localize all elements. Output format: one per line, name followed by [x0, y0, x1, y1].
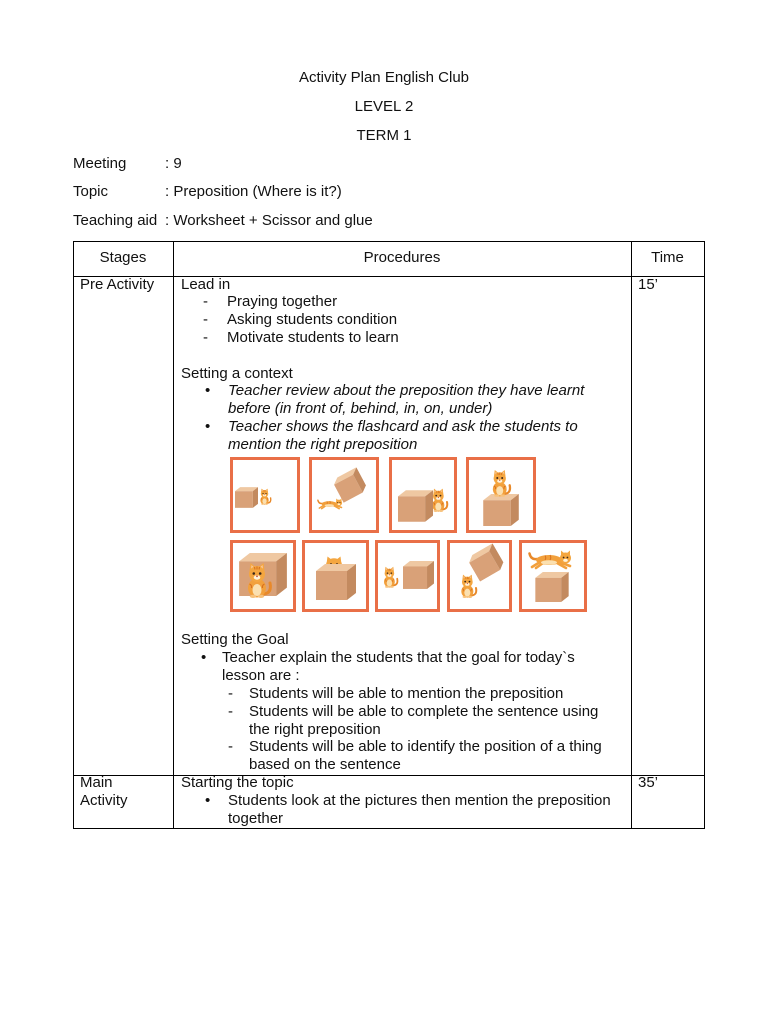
cat-next-to-box-icon: [378, 543, 437, 609]
goal-item: - Students will be able to mention the preposition: [249, 685, 563, 703]
flashcard: [447, 540, 512, 612]
goal-item: - Students will be able to complete the sentence using: [249, 703, 598, 721]
cat-icon: [260, 489, 270, 505]
setting-context-item: • Teacher review about the preposition they have learnt: [228, 382, 584, 400]
row-divider: [73, 775, 705, 776]
setting-goal-intro-continued: lesson are :: [222, 667, 300, 684]
box-icon: [467, 543, 506, 581]
stage-pre-activity: Pre Activity: [80, 276, 155, 293]
flashcard: [375, 540, 440, 612]
lead-in-heading: Lead in: [181, 276, 231, 293]
cat-icon: [318, 498, 342, 508]
level-label: LEVEL 2: [354, 98, 414, 115]
column-divider-stages: [173, 241, 174, 829]
cat-icon: [384, 567, 397, 588]
meeting-value: : 9: [165, 155, 182, 172]
cat-icon: [530, 551, 572, 569]
time-pre-activity: 15’: [638, 276, 659, 293]
teaching-aid-value: : Worksheet + Scissor and glue: [165, 212, 373, 229]
setting-context-item-continued: mention the right preposition: [228, 436, 418, 453]
meeting-label: Meeting: [73, 155, 127, 172]
lead-in-item: - Asking students condition: [227, 311, 397, 329]
setting-context-heading: Setting a context: [181, 365, 293, 382]
cat-under-box-icon: [312, 460, 376, 530]
box-icon: [332, 467, 369, 502]
stage-main-activity: Main: [80, 774, 113, 791]
box-icon: [316, 564, 356, 600]
flashcard: [230, 540, 296, 612]
starting-topic-item-continued: together: [228, 810, 284, 827]
flashcard: [519, 540, 587, 612]
teaching-aid-label: Teaching aid: [73, 212, 158, 229]
goal-item: - Students will be able to identify the position of a thing: [249, 738, 602, 756]
flashcard: [302, 540, 369, 612]
flashcard: [309, 457, 379, 533]
box-icon: [235, 487, 258, 508]
time-main-activity: 35’: [638, 774, 659, 791]
box-icon: [398, 490, 433, 522]
topic-value: : Preposition (Where is it?): [165, 183, 342, 200]
starting-topic-heading: Starting the topic: [181, 774, 294, 791]
setting-goal-intro: • Teacher explain the students that the goal for today`s: [222, 649, 575, 667]
stage-main-activity-continued: Activity: [80, 792, 128, 809]
cat-beside-box-icon: [233, 460, 297, 530]
column-header-stages: Stages: [99, 249, 147, 266]
cat-in-box-icon: [305, 543, 366, 609]
column-header-time: Time: [651, 249, 684, 266]
box-icon: [403, 561, 434, 589]
lead-in-item: - Motivate students to learn: [227, 329, 399, 347]
box-icon: [483, 494, 519, 526]
cat-in-front-of-box-icon: [233, 543, 293, 609]
setting-context-item: • Teacher shows the flashcard and ask the students to: [228, 418, 578, 436]
column-header-procedures: Procedures: [363, 249, 441, 266]
box-icon: [535, 572, 568, 602]
document-title: Activity Plan English Club: [298, 69, 470, 86]
flashcard: [230, 457, 300, 533]
lead-in-item: - Praying together: [227, 293, 337, 311]
flashcard: [466, 457, 536, 533]
term-label: TERM 1: [356, 127, 412, 144]
setting-context-item-continued: before (in front of, behind, in, on, under): [228, 400, 493, 417]
cat-over-box-icon: [522, 543, 584, 609]
cat-icon: [461, 575, 476, 598]
setting-goal-heading: Setting the Goal: [181, 631, 289, 648]
goal-item-continued: the right preposition: [249, 721, 381, 738]
column-divider-time: [631, 241, 632, 829]
cat-behind-box-icon: [392, 460, 454, 530]
cat-icon: [493, 470, 510, 497]
cat-icon: [432, 489, 447, 512]
flashcard: [389, 457, 457, 533]
goal-item-continued: based on the sentence: [249, 756, 401, 773]
starting-topic-item: • Students look at the pictures then mention the preposition: [228, 792, 611, 810]
cat-on-box-icon: [469, 460, 533, 530]
topic-label: Topic: [73, 183, 109, 200]
header-row-divider: [73, 276, 705, 277]
cat-under-tilted-box-icon: [450, 543, 509, 609]
